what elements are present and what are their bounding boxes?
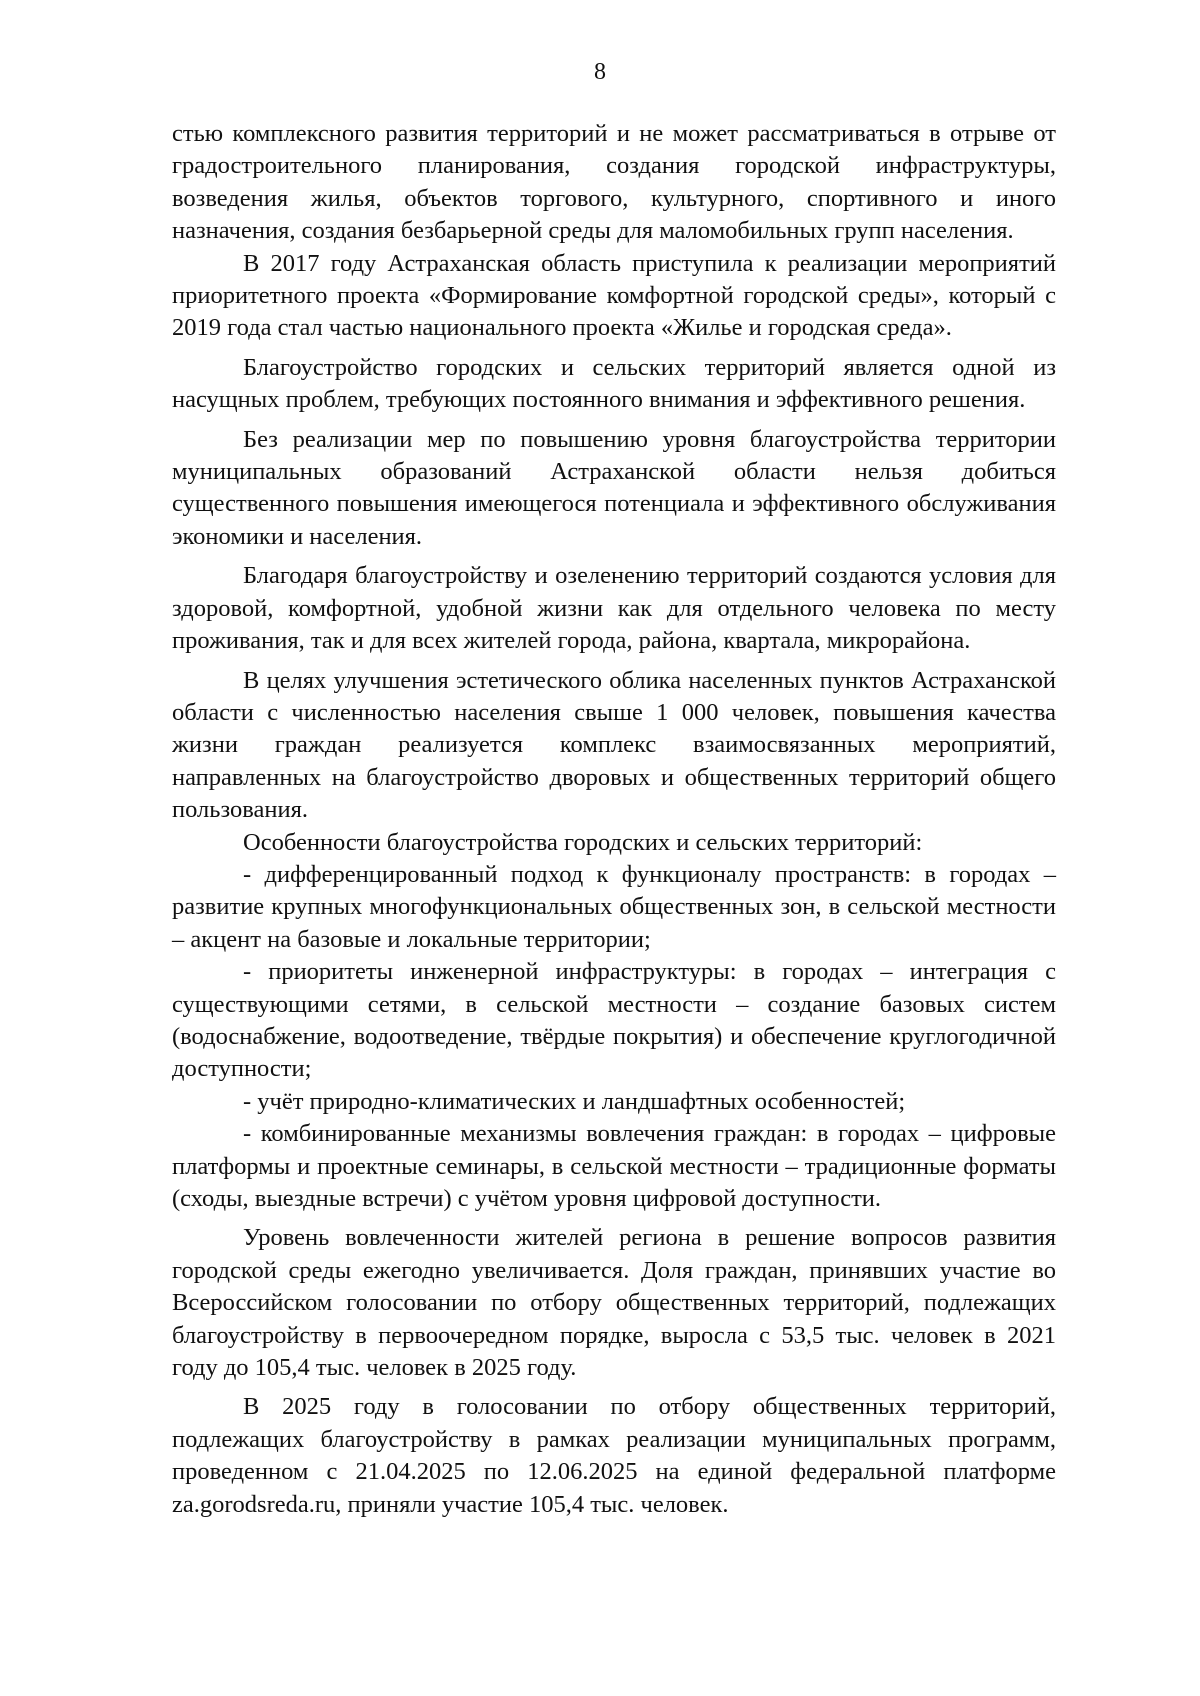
paragraph-4: Без реализации мер по повышению уровня благоустройства территории муниципальных образований Астраханской области нельзя добиться существенного повышения имеющегося потенциала и эффективного обслуживания экономики и населения. (172, 425, 1056, 550)
paragraph-5: Благодаря благоустройству и озеленению территорий создаются условия для здоровой, комфортной, удобной жизни как для отдельного человека по месту проживания, так и для всех жителей города, района, квартала, микрорайона. (172, 562, 1056, 655)
list-item-2: - приоритеты инженерной инфраструктуры: в городах – интеграция с существующими сетями, в сельской местности – создание базовых систем (водоснабжение, водоотведение, твёрдые покрытия) и обеспечение круглогодичной доступности; (172, 958, 1056, 1083)
list-item-3: - учёт природно-климатических и ландшафтных особенностей; (243, 1087, 906, 1115)
paragraph-9: В 2025 году в голосовании по отбору общественных территорий, подлежащих благоустройству в рамках реализации муниципальных программ, проведенном с 21.04.2025 по 12.06.2025 на единой федеральной платформе za.gorodsreda.ru, приняли участие 105,4 тыс. человек. (172, 1393, 1056, 1518)
list-item-4: - комбинированные механизмы вовлечения граждан: в городах – цифровые платформы и проектные семинары, в сельской местности – традиционные форматы (сходы, выездные встречи) с учётом уровня цифровой доступности. (172, 1120, 1056, 1212)
paragraph-3: Благоустройство городских и сельских территорий является одной из насущных проблем, требующих постоянного внимания и эффективного решения. (172, 353, 1056, 414)
paragraph-7: Особенности благоустройства городских и сельских территорий: (243, 828, 923, 856)
paragraph-2: В 2017 году Астраханская область приступила к реализации мероприятий приоритетного проекта «Формирование комфортной городской среды», который с 2019 года стал частью национального проекта «Жилье и городская среда». (172, 249, 1056, 342)
list-item-1: - дифференцированный подход к функционалу пространств: в городах – развитие крупных многофункциональных общественных зон, в сельской местности – акцент на базовые и локальные территории; (172, 860, 1056, 953)
paragraph-1: стью комплексного развития территорий и не может рассматриваться в отрыве от градостроительного планирования, создания городской инфраструктуры, возведения жилья, объектов торгового, культурного, спортивного и иного назначения, создания безбарьерной среды для маломобильных групп населения. (172, 120, 1056, 245)
paragraph-8: Уровень вовлеченности жителей региона в решение вопросов развития городской среды ежегодно увеличивается. Доля граждан, принявших участие во Всероссийском голосовании по отбору общественных территорий, подлежащих благоустройству в первоочередном порядке, выросла с 53,5 тыс. человек в 2021 году до 105,4 тыс. человек в 2025 году. (172, 1224, 1056, 1382)
page-number: 8 (594, 59, 606, 85)
paragraph-6: В целях улучшения эстетического облика населенных пунктов Астраханской области с численностью населения свыше 1 000 человек, повышения качества жизни граждан реализуется комплекс взаимосвязанных мероприятий, направленных на благоустройство дворовых и общественных территорий общего пользования. (172, 666, 1056, 824)
document-body (172, 118, 1056, 1521)
